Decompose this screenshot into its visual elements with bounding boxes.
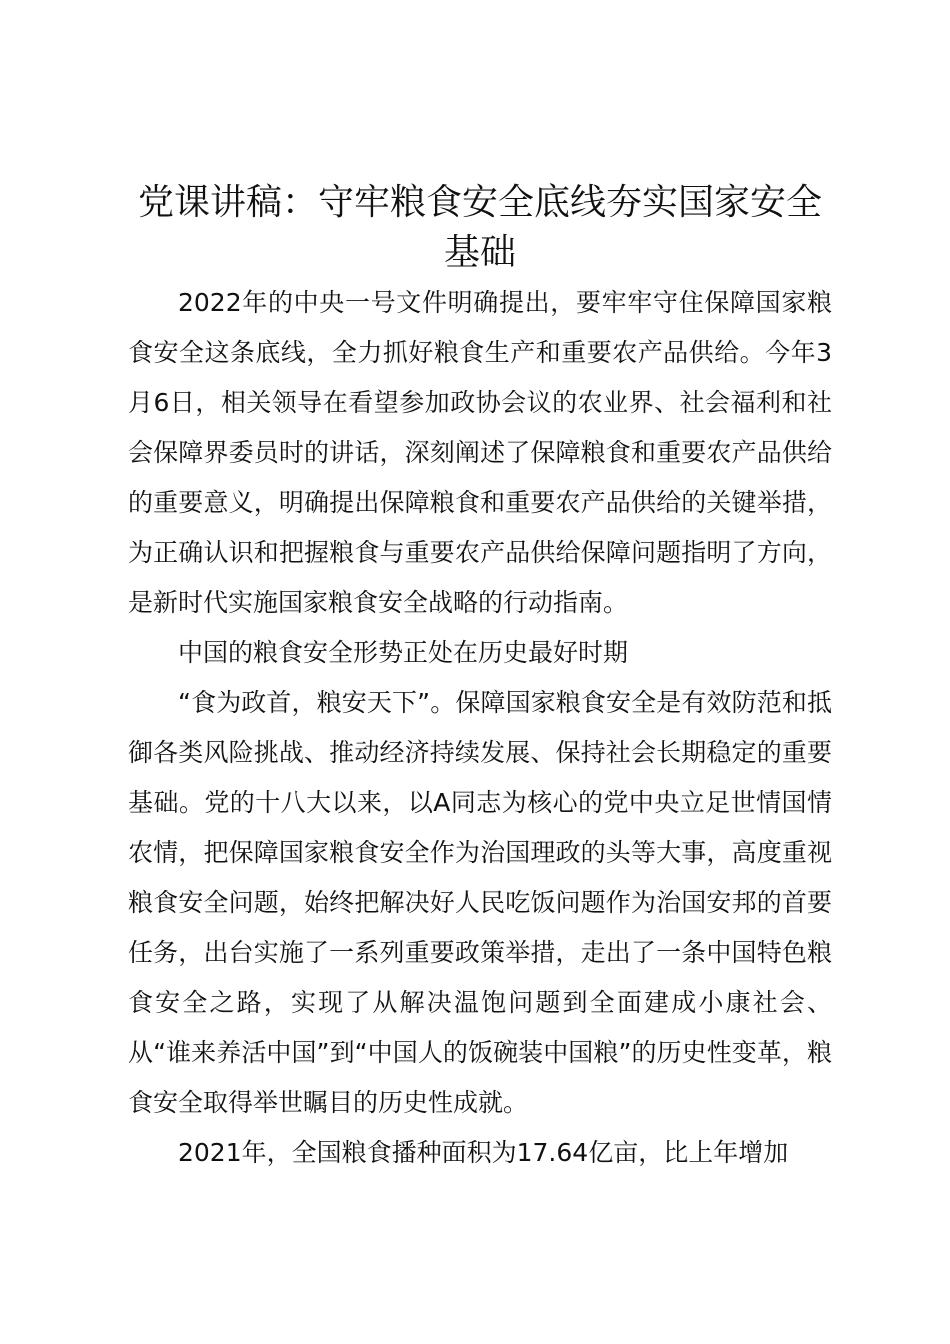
document-page	[128, 178, 832, 1178]
document-title: 党课讲稿：守牢粮食安全底线夯实国家安全基础	[137, 182, 822, 273]
paragraph-intro: 2022年的中央一号文件明确提出，要牢牢守住保障国家粮食安全这条底线，全力抓好粮食生产和重要农产品供给。今年3月6日，相关领导在看望参加政协会议的农业界、社会福利和社会保障界委员时的讲话，深刻阐述了保障粮食和重要农产品供给的重要意义，明确提出保障粮食和重要农产品供给的关键举措，为正确认识和把握粮食与重要农产品供给保障问题指明了方向，是新时代实施国家粮食安全战略的行动指南。	[128, 288, 832, 617]
paragraph-achievements: “食为政首，粮安天下”。保障国家粮食安全是有效防范和抵御各类风险挑战、推动经济持续发展、保持社会长期稳定的重要基础。党的十八大以来，以A同志为核心的党中央立足世情国情农情，把保障国家粮食安全作为治国理政的头等大事，高度重视粮食安全问题，始终把解决好人民吃饭问题作为治国安邦的首要任务，出台实施了一系列重要政策举措，走出了一条中国特色粮食安全之路，实现了从解决温饱问题到全面建成小康社会、从“谁来养活中国”到“中国人的饭碗装中国粮”的历史性变革，粮食安全取得举世瞩目的历史性成就。	[128, 688, 832, 1117]
section-heading: 中国的粮食安全形势正处在历史最好时期	[178, 638, 629, 667]
paragraph-statistics: 2021年，全国粮食播种面积为17.64亿亩，比上年增加	[178, 1138, 789, 1167]
